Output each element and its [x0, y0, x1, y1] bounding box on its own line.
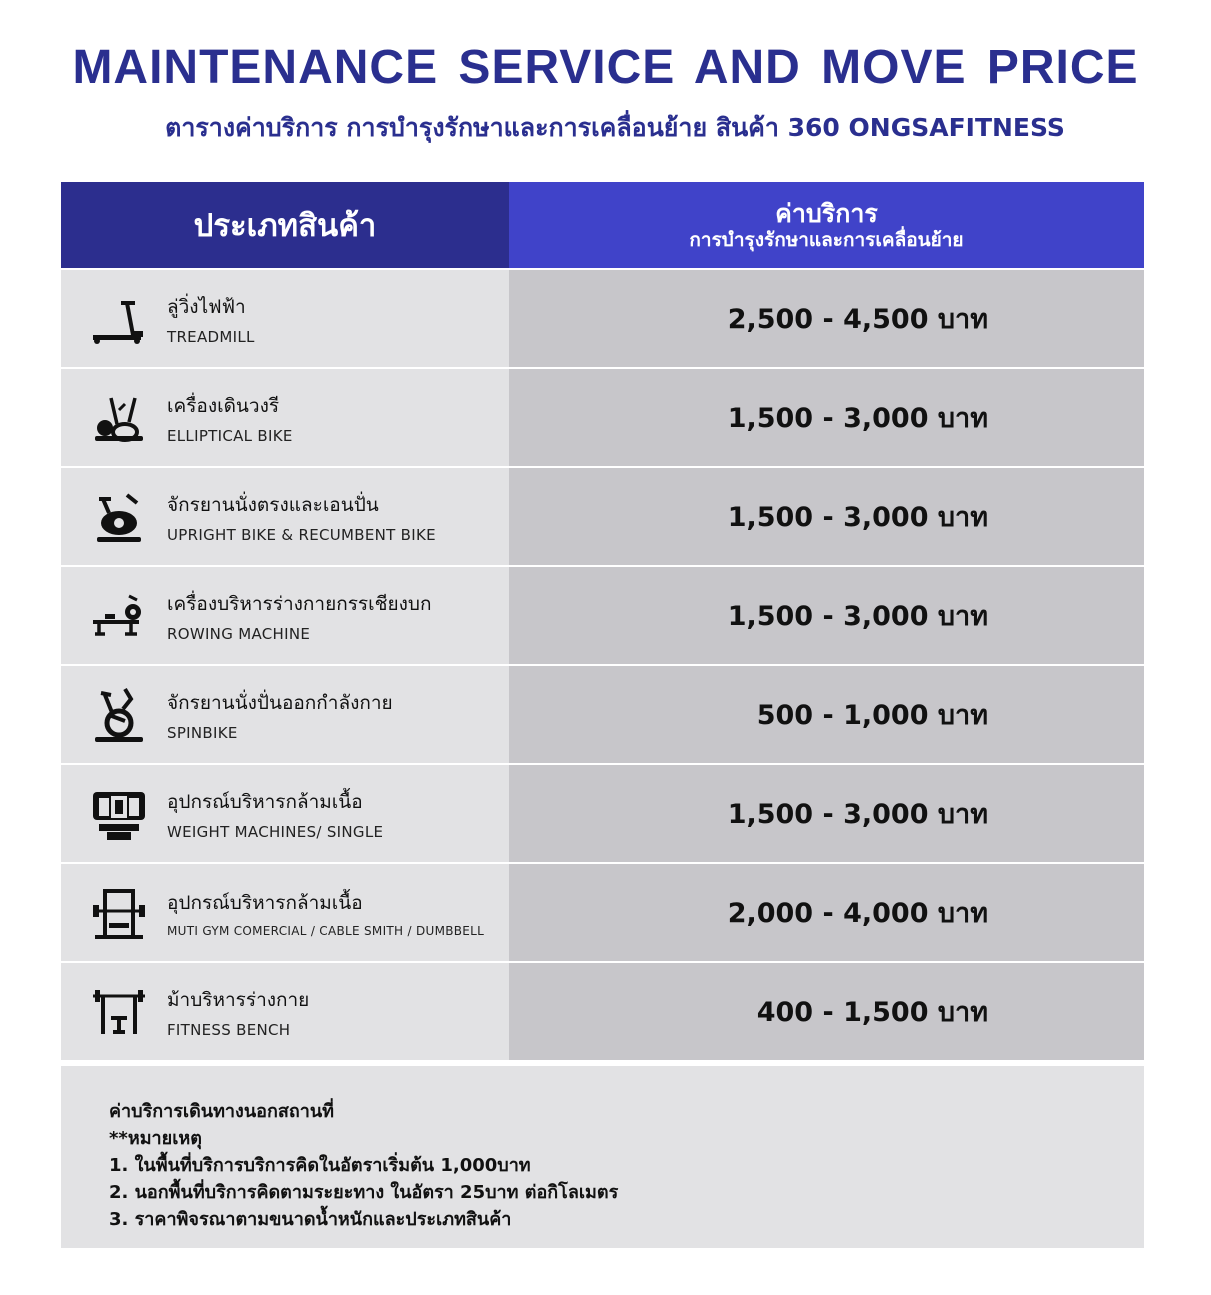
table-row	[61, 862, 1144, 961]
price-cell: 2,000 - 4,000 บาท	[509, 864, 1144, 961]
product-name-en: UPRIGHT BIKE & RECUMBENT BIKE	[167, 525, 436, 544]
spinbike-icon	[89, 685, 149, 745]
product-name-th: เครื่องเดินวงรี	[167, 394, 280, 417]
product-cell	[61, 567, 509, 664]
product-name-th: ลู่วิ่งไฟฟ้า	[167, 295, 246, 318]
multi-gym-icon	[89, 883, 149, 943]
product-name-th: เครื่องบริหารร่างกายกรรเชียงบก	[167, 592, 432, 615]
elliptical-icon	[89, 388, 149, 448]
product-name-en: SPINBIKE	[167, 723, 238, 742]
product-cell	[61, 765, 509, 862]
weight-machine-icon	[89, 784, 149, 844]
product-cell	[61, 270, 509, 367]
header-price-line1: ค่าบริการ	[775, 198, 878, 228]
product-name-th: ม้าบริหารร่างกาย	[167, 988, 310, 1011]
price-table	[61, 182, 1144, 1060]
notes-item-3: 3. ราคาพิจรณาตามขนาดน้ำหนักและประเภทสินค้า	[109, 1209, 512, 1230]
header-price-line2: การบำรุงรักษาและการเคลื่อนย้าย	[689, 228, 964, 251]
table-row	[61, 367, 1144, 466]
notes-section	[61, 1066, 1144, 1248]
product-name-en: FITNESS BENCH	[167, 1020, 291, 1039]
table-row	[61, 961, 1144, 1060]
notes-remark-heading: **หมายเหตุ	[109, 1128, 202, 1149]
fitness-bench-icon	[89, 982, 149, 1042]
price-cell: 2,500 - 4,500 บาท	[509, 270, 1144, 367]
price-cell: 400 - 1,500 บาท	[509, 963, 1144, 1060]
price-cell: 500 - 1,000 บาท	[509, 666, 1144, 763]
notes-item-1: 1. ในพื้นที่บริการบริการคิดในอัตราเริ่มต้น 1,000บาท	[109, 1155, 531, 1176]
price-cell: 1,500 - 3,000 บาท	[509, 369, 1144, 466]
table-header	[61, 182, 1144, 268]
treadmill-icon	[89, 289, 149, 349]
product-cell	[61, 666, 509, 763]
upright-bike-icon	[89, 487, 149, 547]
table-row	[61, 664, 1144, 763]
table-row	[61, 466, 1144, 565]
product-name-th: อุปกรณ์บริหารกล้ามเนื้อ	[167, 891, 363, 914]
price-cell: 1,500 - 3,000 บาท	[509, 765, 1144, 862]
product-name-th: อุปกรณ์บริหารกล้ามเนื้อ	[167, 790, 363, 813]
product-cell	[61, 369, 509, 466]
header-service-price	[509, 182, 1144, 268]
table-row	[61, 268, 1144, 367]
product-name-en: MUTI GYM COMERCIAL / CABLE SMITH / DUMBBELL	[167, 923, 485, 938]
table-row	[61, 763, 1144, 862]
product-name-en: TREADMILL	[167, 327, 255, 346]
product-name-en: WEIGHT MACHINES/ SINGLE	[167, 822, 384, 841]
product-name-en: ROWING MACHINE	[167, 624, 311, 643]
rowing-machine-icon	[89, 586, 149, 646]
header-product-type: ประเภทสินค้า	[61, 182, 509, 268]
product-name-th: จักรยานนั่งตรงและเอนปั่น	[167, 493, 379, 516]
product-cell	[61, 468, 509, 565]
product-name-en: ELLIPTICAL BIKE	[167, 426, 293, 445]
page-title: MAINTENANCE SERVICE AND MOVE PRICE	[72, 41, 1139, 94]
page-subtitle: ตารางค่าบริการ การบำรุงรักษาและการเคลื่อนย้าย สินค้า 360 ONGSAFITNESS	[165, 113, 1065, 142]
price-cell: 1,500 - 3,000 บาท	[509, 468, 1144, 565]
notes-item-2: 2. นอกพื้นที่บริการคิดตามระยะทาง ในอัตรา 25บาท ต่อกิโลเมตร	[109, 1182, 619, 1203]
price-cell: 1,500 - 3,000 บาท	[509, 567, 1144, 664]
notes-travel-fee: ค่าบริการเดินทางนอกสถานที่	[109, 1101, 334, 1122]
product-cell	[61, 864, 509, 961]
product-name-th: จักรยานนั่งปั่นออกกำลังกาย	[167, 691, 393, 714]
product-cell	[61, 963, 509, 1060]
table-row	[61, 565, 1144, 664]
